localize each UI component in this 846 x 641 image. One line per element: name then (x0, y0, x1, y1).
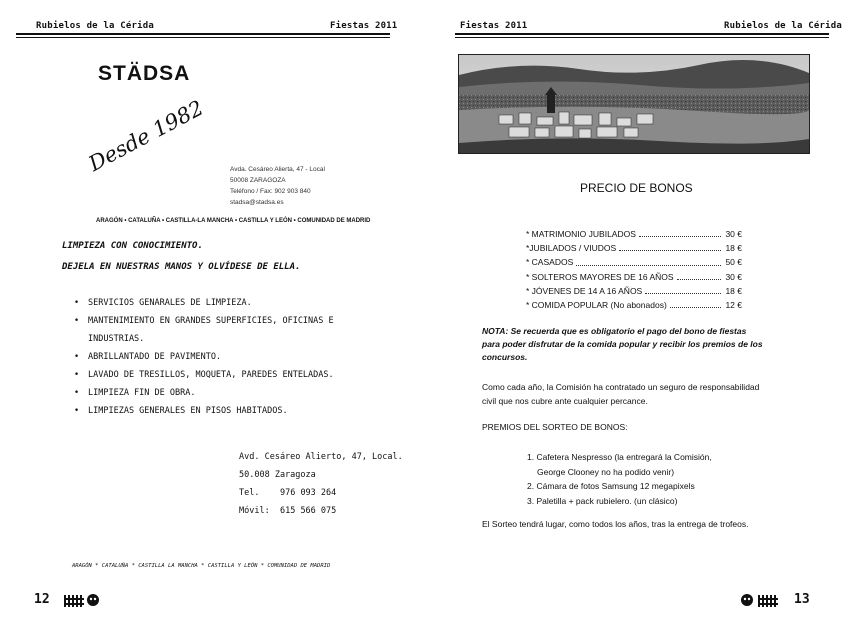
ad-contact-block (230, 164, 325, 208)
service-item: • LIMPIEZA FIN DE OBRA. (74, 384, 364, 402)
service-item: • SERVICIOS GENARALES DE LIMPIEZA. (74, 294, 364, 312)
seguro-block (482, 380, 759, 408)
slogan-2: DEJELA EN NUESTRAS MANOS Y OLVÍDESE DE ELLA. (62, 262, 301, 272)
price-row (526, 227, 742, 241)
service-item: • ABRILLANTADO DE PAVIMENTO. (74, 348, 364, 366)
price-label: * SOLTEROS MAYORES DE 16 AÑOS (526, 271, 674, 282)
footer-regions: ARAGÓN * CATALUÑA * CASTILLA LA MANCHA * CASTILLA Y LEÓN * COMUNIDAD DE MADRID (72, 563, 331, 569)
service-item: • MANTENIMIENTO EN GRANDES SUPERFICIES, OFICINAS E INDUSTRIAS. (74, 312, 364, 348)
movil-label: Móvil: (239, 506, 270, 516)
page-number-left: 12 (34, 592, 50, 607)
address-line: Avd. Cesáreo Alierto, 47, Local. (239, 452, 403, 462)
page-number-right: 13 (794, 592, 810, 607)
slogan-1: LIMPIEZA CON CONOCIMIENTO. (62, 241, 203, 251)
left-header-town: Rubielos de la Cérida (36, 21, 154, 31)
right-header-fiestas: Fiestas 2011 (460, 21, 528, 31)
price-label: * MATRIMONIO JUBILADOS (526, 229, 636, 239)
village-photo (458, 54, 810, 154)
nota-line: concursos. (482, 352, 528, 362)
movil-number: 615 566 075 (279, 506, 337, 516)
tel-label: Tel. (239, 488, 260, 498)
premios-list (527, 450, 712, 508)
price-label: * COMIDA POPULAR (No abonados) (526, 300, 667, 311)
address-line: 50.008 Zaragoza (239, 470, 316, 480)
phone-line (239, 484, 403, 502)
seguro-line: civil que nos cubre ante cualquier percance. (482, 396, 648, 406)
desde-1982-script: Desde 1982 (84, 95, 208, 176)
services-list (74, 294, 364, 420)
price-list (526, 227, 742, 312)
premio-item: 2. Cámara de fotos Samsung 12 megapixels (527, 481, 695, 491)
price-row (526, 298, 742, 312)
price-row (526, 241, 742, 255)
price-value: 18 € (725, 285, 742, 296)
premios-title: PREMIOS DEL SORTEO DE BONOS: (482, 422, 628, 432)
right-header-town: Rubielos de la Cérida (724, 21, 842, 31)
service-item: • LIMPIEZAS GENERALES EN PISOS HABITADOS. (74, 402, 364, 420)
nota-block (482, 325, 763, 364)
village-landscape-image (459, 55, 809, 153)
price-value: 30 € (725, 271, 742, 282)
premio-item-cont: George Clooney no ha podido venir) (537, 466, 675, 477)
price-row (526, 255, 742, 269)
ad-contact-line: 50008 ZARAGOZA (230, 177, 286, 184)
mobile-line (239, 502, 403, 520)
sorteo-note: El Sorteo tendrá lugar, como todos los años, tras la entrega de trofeos. (482, 519, 749, 529)
left-header-rule-thin (16, 37, 390, 38)
fence-ornament-icon (740, 592, 780, 608)
ad-regions: ARAGÓN • CATALUÑA • CASTILLA-LA MANCHA • CASTILLA Y LEÓN • COMUNIDAD DE MADRID (96, 218, 371, 224)
price-row (526, 270, 742, 284)
nota-line: NOTA: Se recuerda que es obligatorio el pago del bono de fiestas (482, 326, 747, 336)
left-header-fiestas: Fiestas 2011 (330, 21, 398, 31)
premio-item: 3. Paletilla + pack rubielero. (un clásico) (527, 495, 678, 506)
premio-item: 1. Cafetera Nespresso (la entregará la Comisión, (527, 452, 712, 462)
service-item: • LAVADO DE TRESILLOS, MOQUETA, PAREDES ENTELADAS. (74, 366, 364, 384)
ad-contact-line: Teléfono / Fax: 902 903 840 (230, 188, 311, 195)
right-header-rule-thin (455, 37, 829, 38)
fence-ornament-icon (64, 592, 104, 608)
price-value: 12 € (725, 300, 742, 311)
price-label: * JÓVENES DE 14 A 16 AÑOS (526, 285, 643, 296)
bonos-title: PRECIO DE BONOS (580, 181, 693, 195)
price-value: 18 € (725, 243, 742, 254)
ad-contact-line: Avda. Cesáreo Alierta, 47 - Local (230, 166, 325, 173)
price-label: *JUBILADOS / VIUDOS (526, 243, 617, 254)
address-block (239, 448, 403, 520)
stadsa-logo: STÄDSA (98, 62, 191, 85)
price-row (526, 284, 742, 298)
left-header-rule (16, 33, 390, 35)
ad-contact-line: stadsa@stadsa.es (230, 199, 284, 206)
right-header-rule (455, 33, 829, 35)
price-label: * CASADOS (526, 257, 574, 268)
price-value: 30 € (725, 229, 742, 239)
price-value: 50 € (725, 257, 742, 268)
tel-number: 976 093 264 (279, 488, 337, 498)
nota-line: para poder disfrutar de la comida popular y recibir los premios de los (482, 339, 763, 349)
seguro-line: Como cada año, la Comisión ha contratado un seguro de responsabilidad (482, 382, 760, 392)
